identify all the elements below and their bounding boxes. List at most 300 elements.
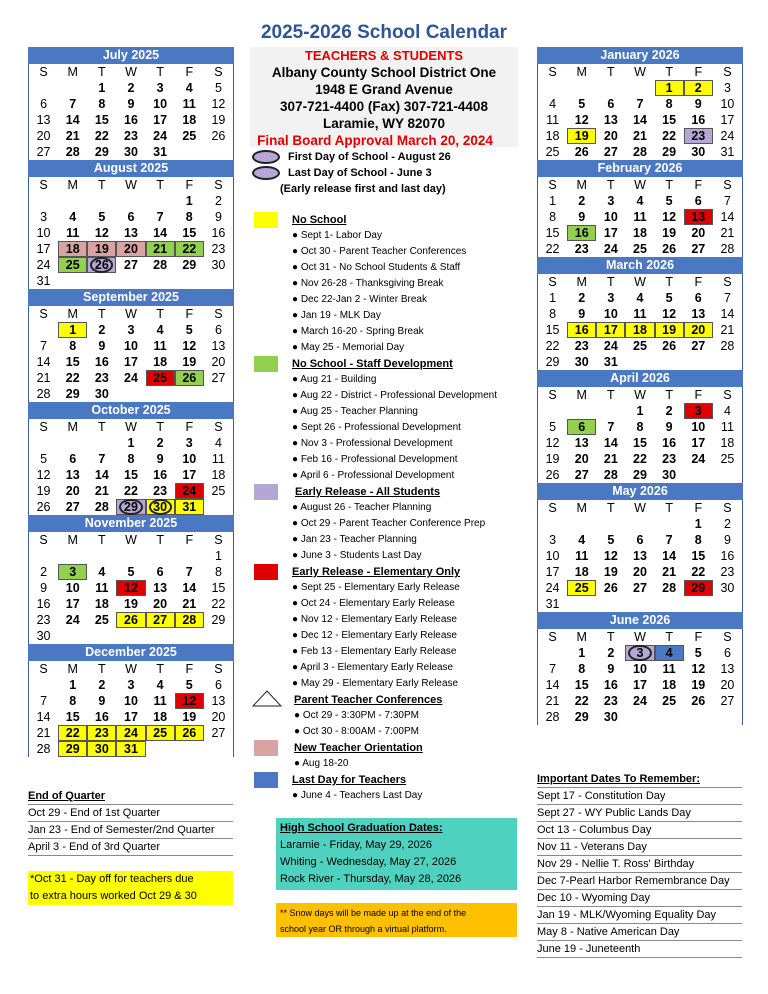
day-cell: 4 [549, 97, 557, 111]
day-cell: 11 [633, 307, 647, 321]
day-cell: 28 [36, 742, 51, 756]
early-all-swatch [254, 484, 278, 500]
day-cell: 16 [124, 113, 138, 127]
day-cell: 2 [214, 194, 222, 208]
weekday-label: S [214, 307, 223, 321]
day-cell: 13 [211, 694, 226, 708]
staff-dev-title: No School - Staff Development [292, 358, 453, 370]
day-cell: 30 [720, 581, 735, 595]
list-item: ● Oct 24 - Elementary Early Release [292, 598, 455, 609]
day-cell: 3 [40, 210, 48, 224]
day-cell: 13 [574, 436, 589, 450]
weekday-label: F [185, 533, 194, 547]
day-cell: 24 [603, 242, 618, 256]
day-cell: 3 [684, 403, 713, 419]
weekday-label: W [634, 388, 646, 402]
day-cell: 23 [36, 613, 51, 627]
day-cell: 30 [87, 741, 116, 757]
day-cell: 15 [662, 113, 677, 127]
day-cell: 6 [607, 97, 615, 111]
day-cell: 4 [69, 210, 77, 224]
day-cell: 13 [65, 468, 80, 482]
district-name: Albany County School District One [271, 65, 497, 80]
day-cell: 1 [694, 517, 702, 531]
day-cell: 21 [720, 323, 735, 337]
day-cell: 19 [211, 113, 226, 127]
weekday-label: F [185, 662, 194, 676]
day-cell: 30 [603, 710, 618, 724]
day-cell: 12 [545, 436, 560, 450]
day-cell [655, 516, 684, 532]
day-cell: 21 [662, 565, 677, 579]
day-cell: 3 [549, 533, 557, 547]
day-cell: 18 [662, 678, 677, 692]
day-cell: 4 [156, 678, 164, 692]
day-cell: 17 [36, 242, 51, 256]
day-cell: 7 [40, 694, 48, 708]
early-all-legend [292, 484, 572, 564]
day-cell: 2 [607, 646, 615, 660]
day-cell: 3 [127, 678, 135, 692]
day-cell: 8 [98, 97, 106, 111]
day-cell: 31 [603, 355, 618, 369]
day-cell: 30 [94, 387, 109, 401]
day-cell: 22 [211, 597, 226, 611]
day-cell: 10 [182, 452, 197, 466]
day-cell: 15 [65, 355, 80, 369]
day-cell: 22 [58, 725, 87, 741]
day-cell: 25 [94, 613, 109, 627]
weekday-label: T [98, 307, 106, 321]
day-cell: 6 [694, 194, 702, 208]
day-cell: 29 [182, 258, 197, 272]
weekday-label: F [694, 501, 703, 515]
weekday-label: T [156, 178, 164, 192]
list-item: Sept 27 - WY Public Lands Day [537, 805, 742, 822]
day-cell: 29 [116, 499, 145, 515]
weekday-label: W [125, 662, 137, 676]
day-cell: 4 [98, 565, 106, 579]
day-cell: 20 [116, 241, 145, 257]
list-item: Jan 23 - End of Semester/2nd Quarter [28, 822, 233, 839]
month-header: April 2026 [537, 370, 743, 387]
day-cell: 26 [36, 500, 51, 514]
day-cell: 17 [603, 226, 618, 240]
day-cell: 14 [36, 355, 51, 369]
day-cell: 9 [607, 662, 615, 676]
weekday-label: S [723, 501, 732, 515]
list-item: ● April 3 - Elementary Early Release [292, 662, 454, 673]
list-item: ● Oct 30 - Parent Teacher Conferences [292, 246, 467, 257]
day-cell: 20 [574, 452, 589, 466]
day-cell: 2 [665, 404, 673, 418]
day-cell: 10 [720, 97, 735, 111]
day-cell: 17 [633, 678, 647, 692]
day-cell: 9 [578, 307, 586, 321]
day-cell: 18 [574, 565, 589, 579]
day-cell: 17 [545, 565, 560, 579]
day-cell: 18 [153, 710, 168, 724]
day-cell: 11 [95, 581, 109, 595]
day-cell: 25 [211, 484, 226, 498]
day-cell [596, 80, 625, 96]
day-cell: 5 [127, 565, 135, 579]
list-item: ● Oct 31 - No School Students & Staff [292, 262, 461, 273]
day-cell: 29 [574, 710, 589, 724]
day-cell: 26 [574, 145, 589, 159]
day-cell [175, 386, 204, 402]
day-cell: 15 [574, 678, 589, 692]
day-cell [58, 435, 87, 451]
day-cell: 27 [65, 500, 80, 514]
list-item: May 8 - Native American Day [537, 924, 742, 941]
day-cell [146, 193, 175, 209]
day-cell: 25 [182, 129, 197, 143]
weekday-label: M [576, 65, 587, 79]
month-grid [28, 177, 234, 289]
day-cell: 14 [94, 468, 109, 482]
day-cell: 13 [691, 307, 706, 321]
day-cell: 2 [578, 291, 586, 305]
end-of-quarter-title: End of Quarter [28, 788, 233, 805]
no-school-title: No School [292, 214, 347, 226]
list-item: ● Nov 26-28 - Thanksgiving Break [292, 278, 444, 289]
day-cell: 7 [665, 533, 673, 547]
graduation-date: Whiting - Wednesday, May 27, 2026 [280, 856, 457, 868]
weekday-label: S [548, 178, 557, 192]
early-elem-legend [292, 564, 572, 692]
day-cell: 17 [182, 468, 197, 482]
day-cell: 7 [723, 194, 731, 208]
weekday-label: S [723, 388, 732, 402]
weekday-label: S [214, 65, 223, 79]
day-cell: 27 [574, 468, 589, 482]
day-cell [175, 548, 204, 564]
day-cell: 29 [94, 145, 109, 159]
weekday-label: F [185, 65, 194, 79]
day-cell: 28 [65, 145, 80, 159]
day-cell: 27 [691, 242, 706, 256]
day-cell: 19 [655, 322, 684, 338]
weekday-label: T [665, 275, 673, 289]
day-cell: 21 [36, 726, 51, 740]
day-cell: 10 [603, 210, 618, 224]
last-teachers-swatch [254, 772, 278, 788]
weekday-label: W [634, 178, 646, 192]
month-header: July 2025 [28, 47, 234, 64]
day-cell [58, 193, 87, 209]
day-cell: 10 [633, 662, 647, 676]
list-item: ● Jan 23 - Teacher Planning [292, 534, 417, 545]
list-item: ● Sept 1- Labor Day [292, 230, 382, 241]
list-item: ● Oct 29 - 3:30PM - 7:30PM [294, 710, 419, 721]
day-cell: 14 [153, 226, 168, 240]
day-cell: 28 [662, 581, 677, 595]
day-cell: 14 [662, 549, 677, 563]
graduation-title: High School Graduation Dates: [280, 822, 443, 834]
weekday-label: F [694, 275, 703, 289]
day-cell: 21 [603, 452, 618, 466]
day-cell: 5 [185, 323, 193, 337]
day-cell: 18 [625, 322, 654, 338]
day-cell: 4 [578, 533, 586, 547]
day-cell: 19 [182, 710, 197, 724]
day-cell [655, 354, 684, 370]
day-cell: 13 [36, 113, 51, 127]
day-cell [146, 386, 175, 402]
day-cell: 28 [545, 710, 560, 724]
day-cell: 25 [146, 370, 175, 386]
district-header [250, 47, 518, 147]
day-cell [596, 403, 625, 419]
day-cell: 25 [662, 694, 677, 708]
day-cell: 3 [625, 645, 654, 661]
day-cell: 27 [691, 339, 706, 353]
ptc-title: Parent Teacher Conferences [294, 694, 443, 706]
list-item: ● Jan 19 - MLK Day [292, 310, 381, 321]
weekday-label: W [125, 65, 137, 79]
weekday-label: T [607, 65, 615, 79]
weekday-label: S [723, 630, 732, 644]
weekday-label: S [39, 307, 48, 321]
list-item: ● Dec 12 - Elementary Early Release [292, 630, 457, 641]
orientation-swatch [254, 740, 278, 756]
day-cell: 10 [545, 549, 560, 563]
weekday-label: S [214, 178, 223, 192]
early-elem-swatch [254, 564, 278, 580]
list-item: ● Oct 29 - Parent Teacher Conference Prep [292, 518, 486, 529]
weekday-label: T [156, 533, 164, 547]
day-cell: 12 [574, 113, 589, 127]
day-cell: 16 [211, 226, 226, 240]
day-cell: 29 [65, 387, 80, 401]
weekday-label: S [548, 65, 557, 79]
district-phone: 307-721-4400 (Fax) 307-721-4408 [280, 99, 488, 114]
orientation-title: New Teacher Orientation [294, 742, 423, 754]
day-cell: 28 [633, 145, 647, 159]
list-item: ● Feb 16 - Professional Development [292, 454, 458, 465]
day-cell: 20 [720, 678, 735, 692]
day-cell: 26 [545, 468, 560, 482]
day-cell: 12 [94, 226, 109, 240]
weekday-label: S [39, 533, 48, 547]
triangle-icon [252, 690, 282, 707]
day-cell: 12 [175, 693, 204, 709]
day-cell: 23 [720, 565, 735, 579]
day-cell: 25 [633, 242, 647, 256]
weekday-label: M [67, 65, 78, 79]
day-cell: 6 [567, 419, 596, 435]
day-cell: 16 [153, 468, 168, 482]
day-cell: 26 [116, 612, 145, 628]
day-cell: 19 [87, 241, 116, 257]
day-cell: 19 [567, 128, 596, 144]
day-cell: 29 [545, 355, 560, 369]
weekday-label: M [67, 178, 78, 192]
day-cell: 30 [211, 258, 226, 272]
day-cell [175, 144, 204, 160]
day-cell: 5 [694, 646, 702, 660]
day-cell: 19 [182, 355, 197, 369]
day-cell: 21 [182, 597, 197, 611]
day-cell: 23 [153, 484, 168, 498]
day-cell: 14 [720, 307, 735, 321]
day-cell: 2 [156, 436, 164, 450]
graduation-date: Rock River - Thursday, May 28, 2026 [280, 873, 462, 885]
day-cell: 7 [156, 210, 164, 224]
day-cell: 30 [662, 468, 677, 482]
day-cell: 23 [211, 242, 226, 256]
day-cell [87, 548, 116, 564]
day-cell: 12 [182, 339, 197, 353]
day-cell: 25 [58, 257, 87, 273]
day-cell: 17 [65, 597, 80, 611]
day-cell: 19 [36, 484, 51, 498]
month-grid [537, 64, 743, 160]
weekday-label: T [665, 501, 673, 515]
weekday-label: T [98, 420, 106, 434]
list-item: ● Nov 12 - Elementary Early Release [292, 614, 457, 625]
day-cell: 27 [211, 371, 226, 385]
day-cell [204, 386, 233, 402]
day-cell: 22 [545, 339, 560, 353]
day-cell: 27 [124, 258, 138, 272]
month-header: May 2026 [537, 483, 743, 500]
weekday-label: S [723, 178, 732, 192]
weekday-label: S [723, 275, 732, 289]
day-cell: 21 [720, 226, 735, 240]
day-cell: 16 [36, 597, 51, 611]
day-cell: 26 [87, 257, 116, 273]
day-cell: 24 [545, 581, 560, 595]
oct31-note [28, 871, 233, 905]
weekday-label: F [185, 420, 194, 434]
day-cell: 24 [116, 725, 145, 741]
day-cell: 16 [691, 113, 706, 127]
day-cell: 29 [684, 580, 713, 596]
day-cell: 7 [69, 97, 77, 111]
no-school-legend [292, 212, 572, 356]
oct31-note-line: *Oct 31 - Day off for teachers due [30, 873, 194, 885]
list-item: ● June 3 - Students Last Day [292, 550, 422, 561]
orientation-legend [294, 740, 574, 772]
day-cell [29, 322, 58, 338]
day-cell [684, 354, 713, 370]
day-cell: 23 [124, 129, 138, 143]
day-cell: 5 [549, 420, 557, 434]
weekday-label: S [39, 662, 48, 676]
day-cell [655, 596, 684, 612]
day-cell: 26 [662, 242, 677, 256]
day-cell: 8 [665, 97, 673, 111]
day-cell [29, 193, 58, 209]
day-cell: 14 [36, 710, 51, 724]
weekday-label: M [576, 630, 587, 644]
day-cell: 20 [211, 355, 226, 369]
last-teachers-title: Last Day for Teachers [292, 774, 407, 786]
weekday-label: T [665, 65, 673, 79]
day-cell: 6 [694, 291, 702, 305]
day-cell: 21 [36, 371, 51, 385]
day-cell: 26 [662, 339, 677, 353]
weekday-label: W [634, 65, 646, 79]
day-cell [625, 709, 654, 725]
day-cell: 1 [578, 646, 586, 660]
day-cell: 17 [596, 322, 625, 338]
day-cell [684, 596, 713, 612]
day-cell: 2 [98, 678, 106, 692]
day-cell: 4 [636, 194, 644, 208]
day-cell: 27 [36, 145, 51, 159]
left-calendar-column [28, 47, 234, 757]
day-cell: 20 [691, 226, 706, 240]
oct31-note-line: to extra hours worked Oct 29 & 30 [30, 890, 197, 902]
day-cell: 22 [124, 484, 138, 498]
day-cell: 8 [127, 452, 135, 466]
day-cell: 9 [214, 210, 222, 224]
day-cell [713, 467, 742, 483]
day-cell: 31 [153, 145, 168, 159]
day-cell: 24 [720, 129, 735, 143]
day-cell: 21 [94, 484, 109, 498]
day-cell: 7 [723, 291, 731, 305]
day-cell: 6 [636, 533, 644, 547]
weekday-label: S [39, 65, 48, 79]
list-item: Nov 11 - Veterans Day [537, 839, 742, 856]
day-cell: 19 [691, 678, 706, 692]
day-cell [175, 628, 204, 644]
day-cell: 27 [211, 726, 226, 740]
day-cell: 11 [633, 210, 647, 224]
snow-note-line: ** Snow days will be made up at the end of the [280, 908, 467, 918]
weekday-label: M [576, 178, 587, 192]
list-item: ● Dec 22-Jan 2 - Winter Break [292, 294, 427, 305]
day-cell: 22 [175, 241, 204, 257]
weekday-label: M [576, 275, 587, 289]
day-cell: 20 [603, 129, 618, 143]
weekday-label: M [67, 662, 78, 676]
day-cell [58, 628, 87, 644]
day-cell: 27 [603, 145, 618, 159]
day-cell: 11 [182, 97, 196, 111]
weekday-label: F [694, 630, 703, 644]
month-grid [28, 306, 234, 402]
day-cell: 29 [633, 468, 647, 482]
list-item: Dec 10 - Wyoming Day [537, 890, 742, 907]
weekday-label: T [98, 65, 106, 79]
day-cell: 22 [65, 371, 80, 385]
first-day-label: First Day of School - August 26 [288, 151, 451, 163]
last-day-label: Last Day of School - June 3 [288, 167, 432, 179]
day-cell: 3 [156, 81, 164, 95]
day-cell: 13 [684, 209, 713, 225]
day-cell: 23 [574, 339, 589, 353]
day-cell: 24 [65, 613, 80, 627]
day-cell: 4 [214, 436, 222, 450]
day-cell: 10 [691, 420, 706, 434]
weekday-label: F [694, 178, 703, 192]
day-cell: 16 [603, 678, 618, 692]
day-cell [116, 548, 145, 564]
day-cell: 21 [545, 694, 560, 708]
list-item: Dec 7-Pearl Harbor Remembrance Day [537, 873, 742, 890]
day-cell: 15 [124, 468, 138, 482]
graduation-date: Laramie - Friday, May 29, 2026 [280, 839, 433, 851]
day-cell: 11 [662, 662, 676, 676]
day-cell: 7 [636, 97, 644, 111]
page-title: 2025-2026 School Calendar [260, 22, 508, 43]
day-cell: 28 [603, 468, 618, 482]
